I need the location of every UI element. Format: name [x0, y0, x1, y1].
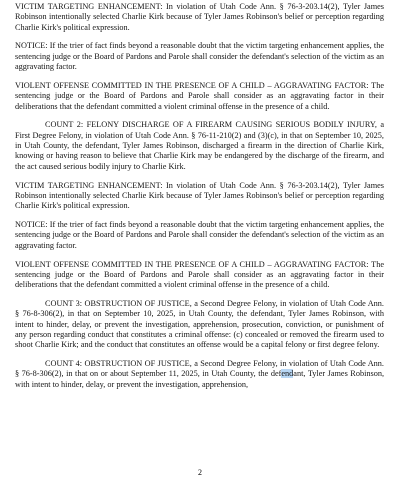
- paragraph-victim-targeting-1: VICTIM TARGETING ENHANCEMENT: In violation of Utah Code Ann. § 76-3-203.14(2), Tyler James Robinson intentionally selected Charlie Kirk because of Tyler James Robinson's belief or perception regarding Charlie Kirk's political expression.: [15, 2, 384, 32]
- page-number: 2: [198, 468, 202, 477]
- paragraph-violent-offense-1: VIOLENT OFFENSE COMMITTED IN THE PRESENCE OF A CHILD – AGGRAVATING FACTOR: The sentencing judge or the Board of Pardons and Parole shall consider as an aggravating factor in their deliberations that the defendant committed a violent criminal offense in the presence of a child.: [15, 80, 384, 111]
- paragraph-notice-1: NOTICE: If the trier of fact finds beyond a reasonable doubt that the victim targeting enhancement applies, the sentencing judge or the Board of Pardons and Parole shall consider the defendant's selection of the victim as an aggravating factor.: [15, 41, 384, 72]
- paragraph-violent-offense-2: VIOLENT OFFENSE COMMITTED IN THE PRESENCE OF A CHILD – AGGRAVATING FACTOR: The sentencing judge or the Board of Pardons and Parole shall consider as an aggravating factor in their deliberations that the defendant committed a violent criminal offense in the presence of a child.: [15, 259, 384, 290]
- count-4-text-before: COUNT 4: OBSTRUCTION OF JUSTICE, a Second Degree Felony, in violation of Utah Code Ann. § 76-8-306(2), in that on or about September 11, 2025, in Utah County, the def: [15, 359, 384, 379]
- paragraph-victim-targeting-2: VICTIM TARGETING ENHANCEMENT: In violation of Utah Code Ann. § 76-3-203.14(2), Tyler James Robinson intentionally selected Charlie Kirk because of Tyler James Robinson's belief or perception regarding Charlie Kirk's political expression.: [15, 180, 384, 211]
- paragraph-count-4: [15, 359, 384, 390]
- text-selection-highlight[interactable]: end: [281, 369, 294, 379]
- paragraph-count-3: COUNT 3: OBSTRUCTION OF JUSTICE, a Second Degree Felony, in violation of Utah Code Ann. § 76-8-306(2), in that on September 10, 2025, in Utah County, the defendant, Tyler James Robinson, with intent to hinder, delay, or prevent the investigation, apprehension, prosecution, conviction, or punishment of any person regarding conduct that constitutes a criminal offense: (c) concealed or removed the firearm used to shoot Charlie Kirk; and the conduct that constitutes an offense would be a capital felony or first degree felony.: [15, 298, 384, 350]
- paragraph-notice-2: NOTICE: If the trier of fact finds beyond a reasonable doubt that the victim targeting enhancement applies, the sentencing judge or the Board of Pardons and Parole shall consider the defendant's selection of the victim as an aggravating factor.: [15, 220, 384, 250]
- paragraph-count-2: COUNT 2: FELONY DISCHARGE OF A FIREARM CAUSING SERIOUS BODILY INJURY, a First Degree Felony, in violation of Utah Code Ann. § 76-11-210(2) and (3)(c), in that on September 10, 2025, in Utah County, the defendant, Tyler James Robinson, discharged a firearm in the direction of Charlie Kirk, knowing or having reason to believe that Charlie Kirk may be endangered by the discharge of the firearm, and the act caused serious bodily injury to Charlie Kirk.: [15, 120, 384, 171]
- count-4-text-after: ant, Tyler James Robinson, with intent to hinder, delay, or prevent the investigation, apprehension,: [15, 369, 385, 389]
